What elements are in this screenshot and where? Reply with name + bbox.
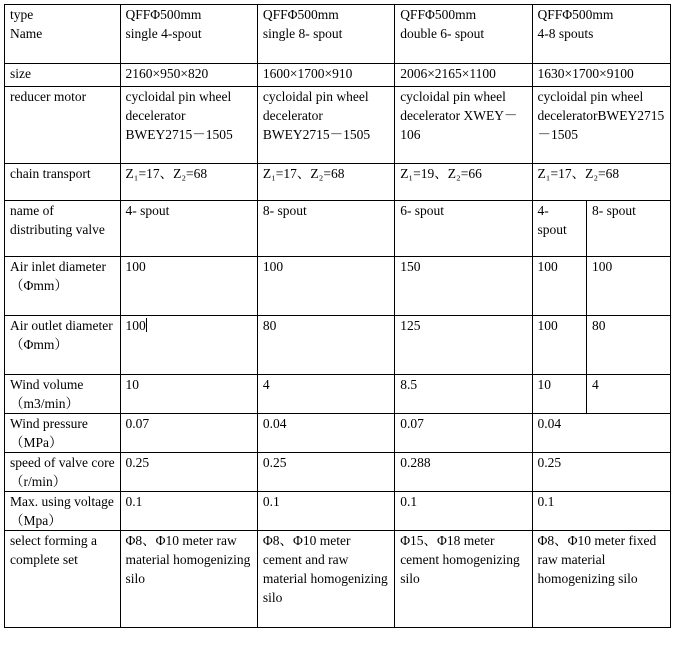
model-header-3: QFFΦ500mm double 6- spout (395, 5, 532, 64)
table-row-max-voltage (5, 492, 671, 531)
table-row-valve-speed (5, 453, 671, 492)
wind-volume-cell: 10 (120, 375, 257, 414)
air-outlet-cell: 80 (587, 316, 671, 375)
complete-set-cell: Φ8、Φ10 meter fixed raw material homogenizing silo (532, 531, 670, 628)
row-label-wind-pressure: Wind pressure （MPa） (5, 414, 121, 453)
wind-volume-cell: 4 (257, 375, 394, 414)
air-inlet-cell: 150 (395, 257, 532, 316)
table-row-size (5, 64, 671, 87)
row-label-air-inlet: Air inlet diameter （Φmm） (5, 257, 121, 316)
spec-table (4, 4, 671, 628)
air-inlet-cell: 100 (532, 257, 586, 316)
wind-pressure-cell: 0.07 (120, 414, 257, 453)
row-label-valve-speed: speed of valve core （r/min） (5, 453, 121, 492)
max-voltage-cell: 0.1 (120, 492, 257, 531)
row-label-air-outlet: Air outlet diameter （Φmm） (5, 316, 121, 375)
size-cell: 1600×1700×910 (257, 64, 394, 87)
complete-set-cell: Φ15、Φ18 meter cement homogenizing silo (395, 531, 532, 628)
complete-set-cell: Φ8、Φ10 meter cement and raw material homogenizing silo (257, 531, 394, 628)
table-row-reducer-motor (5, 87, 671, 164)
table-row-distributing-valve (5, 201, 671, 257)
air-inlet-cell: 100 (587, 257, 671, 316)
table-row-chain-transport (5, 164, 671, 201)
text-cursor (146, 318, 147, 332)
air-outlet-value: 100 (125, 318, 146, 333)
air-outlet-cell: 100 (532, 316, 586, 375)
size-cell: 1630×1700×9100 (532, 64, 670, 87)
max-voltage-cell: 0.1 (257, 492, 394, 531)
table-row-complete-set (5, 531, 671, 628)
air-inlet-cell: 100 (120, 257, 257, 316)
model-header-2: QFFΦ500mm single 8- spout (257, 5, 394, 64)
table-row-air-inlet (5, 257, 671, 316)
distributing-valve-cell: 4- spout (120, 201, 257, 257)
valve-speed-cell: 0.25 (120, 453, 257, 492)
wind-pressure-cell: 0.04 (257, 414, 394, 453)
size-cell: 2006×2165×1100 (395, 64, 532, 87)
air-inlet-cell: 100 (257, 257, 394, 316)
wind-volume-cell: 10 (532, 375, 586, 414)
row-label-wind-volume: Wind volume （m3/min） (5, 375, 121, 414)
row-label-reducer-motor: reducer motor (5, 87, 121, 164)
size-cell: 2160×950×820 (120, 64, 257, 87)
row-label-max-voltage: Max. using voltage（Mpa） (5, 492, 121, 531)
row-label-size: size (5, 64, 121, 87)
max-voltage-cell: 0.1 (395, 492, 532, 531)
air-outlet-cell-editing[interactable] (120, 316, 257, 375)
table-row-type (5, 5, 671, 64)
wind-pressure-cell: 0.07 (395, 414, 532, 453)
air-outlet-cell: 80 (257, 316, 394, 375)
valve-speed-cell: 0.288 (395, 453, 532, 492)
valve-speed-cell: 0.25 (532, 453, 670, 492)
wind-volume-cell: 8.5 (395, 375, 532, 414)
chain-transport-cell: Z₁=19、Z₂=66 (395, 164, 532, 201)
distributing-valve-cell: 6- spout (395, 201, 532, 257)
chain-transport-cell: Z₁=17、Z₂=68 (257, 164, 394, 201)
air-outlet-cell: 125 (395, 316, 532, 375)
table-row-air-outlet (5, 316, 671, 375)
chain-transport-cell: Z₁=17、Z₂=68 (120, 164, 257, 201)
reducer-motor-cell: cycloidal pin wheel decelerator BWEY2715－1505 (120, 87, 257, 164)
complete-set-cell: Φ8、Φ10 meter raw material homogenizing silo (120, 531, 257, 628)
distributing-valve-cell: 4- spout (532, 201, 586, 257)
model-header-1: QFFΦ500mm single 4-spout (120, 5, 257, 64)
table-row-wind-volume (5, 375, 671, 414)
reducer-motor-cell: cycloidal pin wheel deceleratorBWEY2715－1505 (532, 87, 670, 164)
model-header-4: QFFΦ500mm 4-8 spouts (532, 5, 670, 64)
table-row-wind-pressure (5, 414, 671, 453)
reducer-motor-cell: cycloidal pin wheel decelerator BWEY2715－1505 (257, 87, 394, 164)
row-label-chain-transport: chain transport (5, 164, 121, 201)
row-label-distributing-valve: name of distributing valve (5, 201, 121, 257)
wind-pressure-cell: 0.04 (532, 414, 670, 453)
reducer-motor-cell: cycloidal pin wheel decelerator XWEY－106 (395, 87, 532, 164)
row-label-complete-set: select forming a complete set (5, 531, 121, 628)
distributing-valve-cell: 8- spout (587, 201, 671, 257)
distributing-valve-cell: 8- spout (257, 201, 394, 257)
max-voltage-cell: 0.1 (532, 492, 670, 531)
chain-transport-cell: Z₁=17、Z₂=68 (532, 164, 670, 201)
valve-speed-cell: 0.25 (257, 453, 394, 492)
wind-volume-cell: 4 (587, 375, 671, 414)
row-label-type: type Name (5, 5, 121, 64)
